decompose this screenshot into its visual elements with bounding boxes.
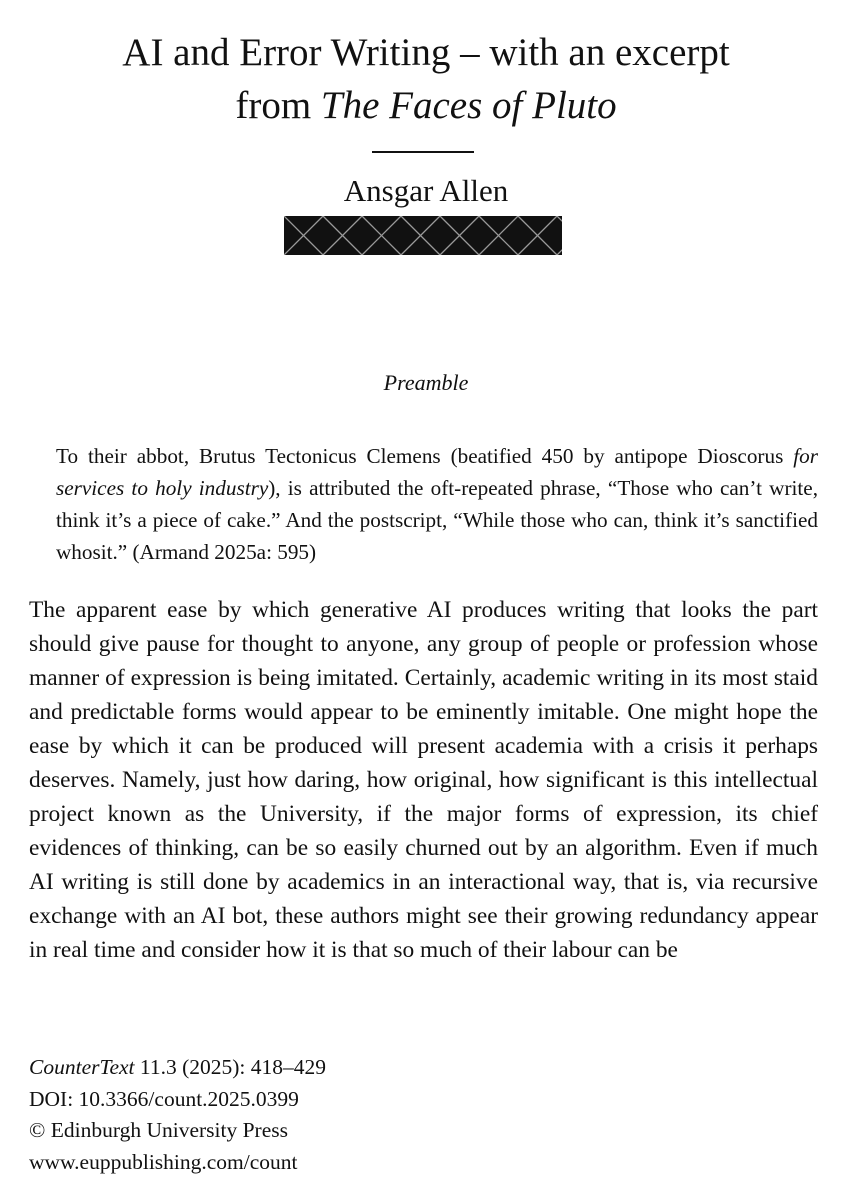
title-divider (372, 151, 474, 153)
epigraph-text-1: To their abbot, Brutus Tectonicus Clemens (beatified 450 by antipope Dioscorus (56, 444, 794, 468)
epigraph-text-2: ), is attributed the oft-repeated phrase, “Those who can’t write, think it’s a piece of cake.” And the postscript, “While those who can, think it’s sanctified whosit.” (Armand 2025a: 595) (56, 476, 818, 564)
journal-name: CounterText (29, 1055, 135, 1079)
journal-citation (29, 1052, 326, 1084)
publisher: © Edinburgh University Press (29, 1118, 288, 1142)
publisher-url[interactable]: www.euppublishing.com/count (29, 1149, 298, 1174)
epigraph (56, 440, 818, 568)
article-title (40, 26, 812, 132)
doi: DOI: 10.3366/count.2025.0399 (29, 1086, 299, 1111)
title-line-1: AI and Error Writing – with an excerpt (122, 31, 730, 74)
section-heading: Preamble (383, 370, 469, 395)
citation-details: 11.3 (2025): 418–429 (134, 1055, 327, 1079)
body-paragraph: The apparent ease by which generative AI produces writing that looks the part should give pause for thought to anyone, any group of people or profession whose manner of expression is being imitated. Certainly, academic writing in its most staid and predictable forms would appear to be eminently imitable. One might hope the ease by which it can be produced will present academia with a crisis it perhaps deserves. Namely, just how daring, how original, how significant is this intellectual project known as the University, if the major forms of expression, its chief evidences of thinking, can be so easily churned out by an algorithm. Even if much AI writing is still done by academics in an interactional way, that is, via recursive exchange with an AI bot, these authors might see their growing redundancy appear in real time and consider how it is that so much of their labour can be (29, 597, 818, 963)
title-book-name: The Faces of Pluto (320, 84, 617, 127)
epigraph-italic-text: for services to holy industry (56, 444, 818, 500)
author-name: Ansgar Allen (343, 173, 509, 208)
crosshatch-ornament (284, 216, 562, 255)
publication-info (29, 1052, 326, 1178)
title-from: from (235, 84, 321, 127)
